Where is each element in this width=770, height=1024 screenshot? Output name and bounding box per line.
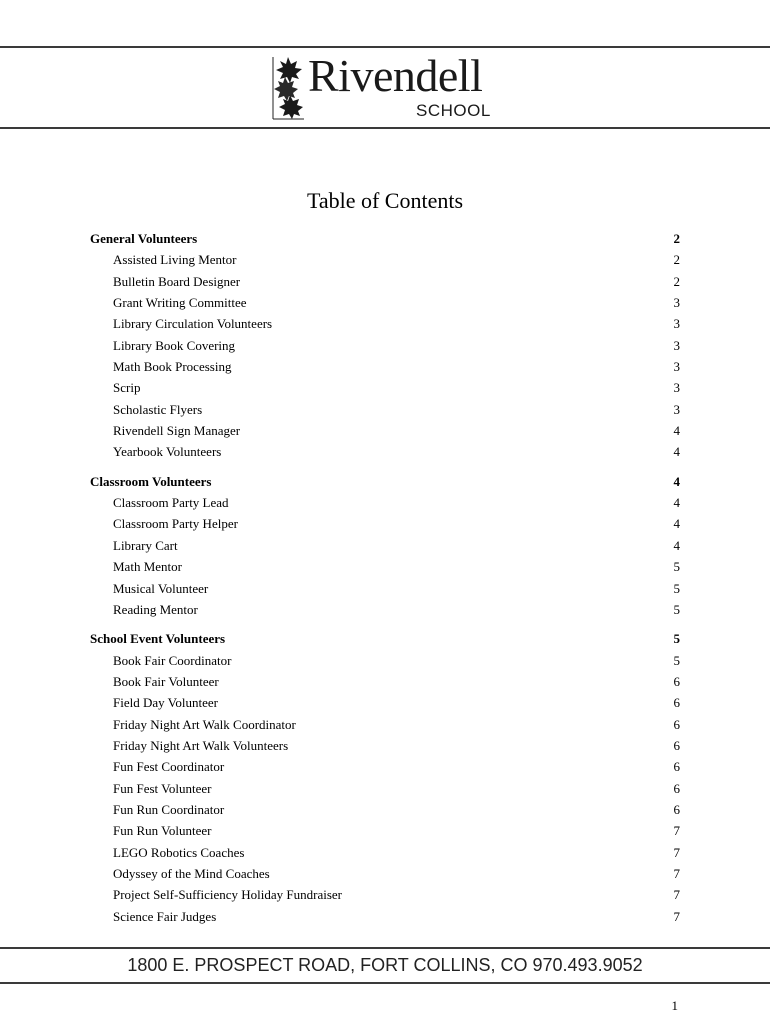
toc-entry-page: 7 xyxy=(673,887,680,903)
toc-entry[interactable] xyxy=(0,313,770,334)
toc-entry[interactable] xyxy=(0,578,770,599)
toc-entry[interactable] xyxy=(0,884,770,905)
footer-address: 1800 E. PROSPECT ROAD, FORT COLLINS, CO 970.493.9052 xyxy=(127,955,643,975)
toc-entry[interactable] xyxy=(0,271,770,292)
toc-entry-page: 6 xyxy=(673,737,680,753)
toc-entry-page: 5 xyxy=(673,580,680,596)
toc-entry-page: 5 xyxy=(673,601,680,617)
toc-entry-page: 6 xyxy=(673,780,680,796)
toc-entry[interactable] xyxy=(0,671,770,692)
toc-section xyxy=(0,628,770,927)
page-title: Table of Contents xyxy=(306,188,464,213)
toc-entry-label: Bulletin Board Designer xyxy=(113,273,241,289)
toc-entry-page: 3 xyxy=(673,401,680,417)
toc-entry-label: Library Cart xyxy=(113,537,178,553)
toc-entry[interactable] xyxy=(0,556,770,577)
toc-entry-label: Classroom Party Lead xyxy=(113,495,229,511)
toc-entry[interactable] xyxy=(0,842,770,863)
toc-entry[interactable] xyxy=(0,799,770,820)
toc-section-heading[interactable] xyxy=(0,628,770,649)
toc-section-heading-page: 2 xyxy=(673,231,680,246)
toc-entry[interactable] xyxy=(0,292,770,313)
toc-entry-label: Library Book Covering xyxy=(113,337,236,353)
toc-entry-label: Rivendell Sign Manager xyxy=(113,423,241,439)
toc-entry-page: 4 xyxy=(673,423,680,439)
toc-section-heading[interactable] xyxy=(0,471,770,492)
toc-entry[interactable] xyxy=(0,441,770,462)
logo-wordmark: Rivendell xyxy=(308,50,483,101)
toc-entry[interactable] xyxy=(0,356,770,377)
toc-entry-page: 5 xyxy=(673,559,680,575)
toc-entry-label: Musical Volunteer xyxy=(113,580,209,596)
footer-top-rule xyxy=(0,947,770,949)
toc-entry[interactable] xyxy=(0,735,770,756)
table-of-contents xyxy=(0,228,770,927)
toc-entry-page: 6 xyxy=(673,695,680,711)
toc-entry-label: Scrip xyxy=(113,380,141,396)
toc-section-heading-page: 4 xyxy=(673,473,680,489)
toc-entry-page: 7 xyxy=(673,865,680,881)
toc-entry-label: Library Circulation Volunteers xyxy=(113,316,273,332)
toc-entry-label: Book Fair Volunteer xyxy=(113,673,219,689)
toc-entry-page: 4 xyxy=(673,495,680,511)
toc-entry-page: 4 xyxy=(673,537,680,553)
toc-entry-page: 6 xyxy=(673,801,680,817)
toc-entry[interactable] xyxy=(0,492,770,513)
toc-section-heading[interactable] xyxy=(0,228,770,249)
page-number: 1 xyxy=(671,998,678,1013)
toc-section-heading-label: School Event Volunteers xyxy=(90,631,226,647)
footer-bottom-rule xyxy=(0,982,770,984)
toc-entry-page: 3 xyxy=(673,295,680,311)
toc-entry[interactable] xyxy=(0,906,770,927)
toc-entry-label: Project Self-Sufficiency Holiday Fundraiser xyxy=(113,887,343,903)
toc-entry-label: LEGO Robotics Coaches xyxy=(113,844,245,860)
toc-entry-page: 2 xyxy=(673,273,680,289)
toc-entry-label: Science Fair Judges xyxy=(113,908,217,924)
toc-entry-page: 6 xyxy=(673,716,680,732)
toc-entry[interactable] xyxy=(0,399,770,420)
toc-entry[interactable] xyxy=(0,778,770,799)
toc-entry[interactable] xyxy=(0,820,770,841)
toc-section-heading-label: General Volunteers xyxy=(90,231,198,246)
toc-entry[interactable] xyxy=(0,863,770,884)
toc-entry[interactable] xyxy=(0,420,770,441)
toc-entry-label: Friday Night Art Walk Coordinator xyxy=(113,716,296,732)
toc-entry-page: 7 xyxy=(673,844,680,860)
toc-entry-label: Fun Fest Coordinator xyxy=(113,759,225,775)
toc-section-heading-page: 5 xyxy=(673,631,680,647)
toc-entry-page: 7 xyxy=(673,823,680,839)
toc-entry-label: Math Book Processing xyxy=(113,359,232,375)
toc-entry-page: 3 xyxy=(673,380,680,396)
toc-entry-label: Field Day Volunteer xyxy=(113,695,218,711)
toc-entry-label: Yearbook Volunteers xyxy=(113,444,222,460)
toc-section xyxy=(0,228,770,463)
toc-entry-page: 6 xyxy=(673,759,680,775)
toc-entry-label: Fun Run Coordinator xyxy=(113,801,225,817)
toc-entry[interactable] xyxy=(0,535,770,556)
toc-entry[interactable] xyxy=(0,692,770,713)
toc-entry-page: 2 xyxy=(673,252,680,268)
toc-entry-label: Grant Writing Committee xyxy=(113,295,247,311)
toc-entry-label: Assisted Living Mentor xyxy=(113,252,237,268)
toc-entry-page: 4 xyxy=(673,516,680,532)
toc-entry[interactable] xyxy=(0,714,770,735)
toc-entry-label: Reading Mentor xyxy=(113,601,198,617)
toc-entry-page: 3 xyxy=(673,359,680,375)
toc-entry-page: 3 xyxy=(673,337,680,353)
toc-section-heading-label: Classroom Volunteers xyxy=(90,473,212,489)
toc-entry-page: 7 xyxy=(673,908,680,924)
header-bottom-rule xyxy=(0,127,770,129)
toc-entry[interactable] xyxy=(0,599,770,620)
toc-entry[interactable] xyxy=(0,513,770,534)
toc-entry[interactable] xyxy=(0,335,770,356)
toc-entry-page: 4 xyxy=(673,444,680,460)
toc-entry-label: Fun Fest Volunteer xyxy=(113,780,212,796)
toc-entry-label: Scholastic Flyers xyxy=(113,401,203,417)
toc-entry-label: Friday Night Art Walk Volunteers xyxy=(113,737,289,753)
toc-entry-page: 5 xyxy=(673,652,680,668)
toc-entry[interactable] xyxy=(0,249,770,270)
school-logo xyxy=(268,50,498,123)
toc-section xyxy=(0,471,770,620)
toc-entry[interactable] xyxy=(0,650,770,671)
toc-entry-page: 3 xyxy=(673,316,680,332)
toc-entry-label: Fun Run Volunteer xyxy=(113,823,212,839)
header-top-rule xyxy=(0,46,770,48)
toc-entry-label: Odyssey of the Mind Coaches xyxy=(113,865,270,881)
toc-entry-page: 6 xyxy=(673,673,680,689)
toc-entry[interactable] xyxy=(0,756,770,777)
toc-entry-label: Math Mentor xyxy=(113,559,182,575)
toc-entry-label: Book Fair Coordinator xyxy=(113,652,232,668)
toc-entry[interactable] xyxy=(0,377,770,398)
toc-entry-label: Classroom Party Helper xyxy=(113,516,238,532)
logo-subtitle: SCHOOL xyxy=(416,101,491,120)
maple-leaf-icon xyxy=(268,55,308,123)
